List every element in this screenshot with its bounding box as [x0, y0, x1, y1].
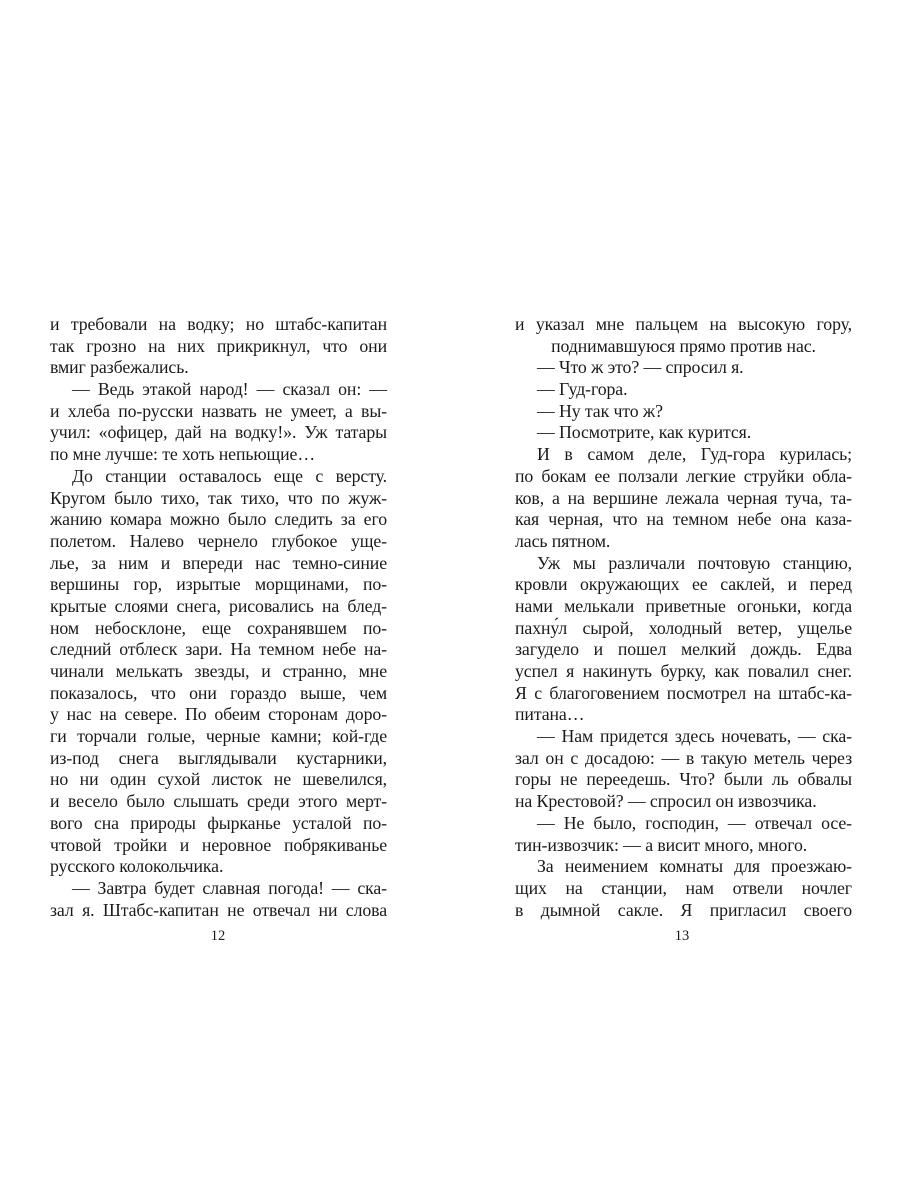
text-line: так грозно на них прикрикнул, что они [50, 335, 387, 356]
text-line: ном небосклоне, еще сохранявшем по- [50, 617, 387, 638]
text-line: и хлеба по-русски назвать не умеет, а вы- [50, 400, 387, 421]
text-line: и указал мне пальцем на высокую гору, [515, 314, 852, 334]
text-line: пахну́л сырой, холодный ветер, ущелье [515, 617, 852, 638]
text-line: поднимавшуюся прямо против нас. [551, 335, 816, 356]
text-line: лась пятном. [515, 530, 611, 551]
text-line: — Что ж это? — спросил я. [537, 357, 744, 378]
text-line: показалось, что они гораздо выше, чем [50, 682, 387, 703]
text-line: жанию комара можно было следить за его [50, 509, 387, 530]
text-line: чинали мелькать звезды, и странно, мне [50, 661, 387, 681]
text-line: За неимением комнаты для проезжаю- [537, 856, 852, 877]
text-line: — Гуд-гора. [537, 379, 628, 400]
text-line: вершины гор, изрытые морщинами, по- [50, 574, 387, 595]
text-line: щих на станции, нам отвели ночлег [515, 877, 852, 898]
right-page [515, 314, 852, 921]
text-line: тин-извозчик: — а висит много, много. [515, 834, 808, 855]
text-line: по мне лучше: те хоть непьющие… [50, 444, 316, 465]
text-line: из-под снега выглядывали кустарники, [50, 747, 387, 768]
text-line: в дымной сакле. Я пригласил своего [515, 899, 852, 920]
text-line: ков, а на вершине лежала черная туча, та- [515, 487, 852, 508]
text-line: И в самом деле, Гуд-гора курилась; [537, 444, 852, 465]
text-line: загудело и пошел мелкий дождь. Едва [515, 639, 852, 660]
text-line: кая черная, что на темном небе она каза- [515, 509, 852, 530]
text-line: кровли окружающих ее саклей, и перед [515, 574, 852, 595]
text-line: вого сна природы фырканье усталой по- [50, 812, 387, 833]
text-line: — Завтра будет славная погода! — ска- [72, 877, 387, 898]
text-line: лье, за ним и впереди нас темно-синие [50, 552, 387, 573]
text-line: следний отблеск зари. На темном небе на- [50, 639, 387, 660]
text-line: Кругом было тихо, так тихо, что по жуж- [50, 487, 387, 508]
text-line: вмиг разбежались. [50, 357, 189, 378]
text-line: Я с благоговением посмотрел на штабс-ка- [515, 682, 852, 703]
text-line: успел я накинуть бурку, как повалил снег. [515, 661, 852, 681]
text-line: нами мелькали приветные огоньки, когда [515, 595, 852, 616]
text-line: но ни один сухой листок не шевелился, [50, 769, 387, 790]
text-line: по бокам ее ползали легкие струйки обла- [515, 465, 852, 486]
text-line: крытые слоями снега, рисовались на блед- [50, 595, 387, 616]
text-line: горы не переедешь. Что? были ль обвалы [515, 769, 852, 790]
text-line: на Крестовой? — спросил он извозчика. [515, 791, 817, 812]
text-line: полетом. Налево чернело глубокое уще- [50, 530, 387, 551]
text-line: До станции оставалось еще с версту. [72, 465, 387, 486]
text-line: ги торчали голые, черные камни; кой-где [50, 726, 387, 747]
text-line: русского колокольчика. [50, 856, 224, 877]
left-page [50, 314, 387, 921]
text-line: и весело было слышать среди этого мерт- [50, 791, 387, 812]
text-line: — Ну так что ж? [537, 400, 663, 421]
text-line: зал он с досадою: — в такую метель через [515, 747, 852, 768]
text-line: — Нам придется здесь ночевать, — ска- [537, 726, 852, 747]
text-line: чтовой тройки и неровное побрякиванье [50, 834, 387, 855]
right-page-number: 13 [674, 928, 690, 944]
text-line: учил: «офицер, дай на водку!». Уж татары [50, 422, 387, 443]
text-line: и требовали на водку; но штабс-капитан [50, 314, 387, 334]
text-line: — Ведь этакой народ! — сказал он: — [72, 379, 387, 400]
text-line: Уж мы различали почтовую станцию, [537, 552, 852, 573]
text-line: питана… [515, 704, 585, 725]
text-line: — Не было, господин, — отвечал осе- [537, 812, 852, 833]
left-page-number: 12 [210, 928, 226, 944]
text-line: зал я. Штабс-капитан не отвечал ни слова [50, 899, 387, 920]
text-line: у нас на севере. По обеим сторонам доро- [50, 704, 387, 725]
text-line: — Посмотрите, как курится. [537, 422, 752, 443]
